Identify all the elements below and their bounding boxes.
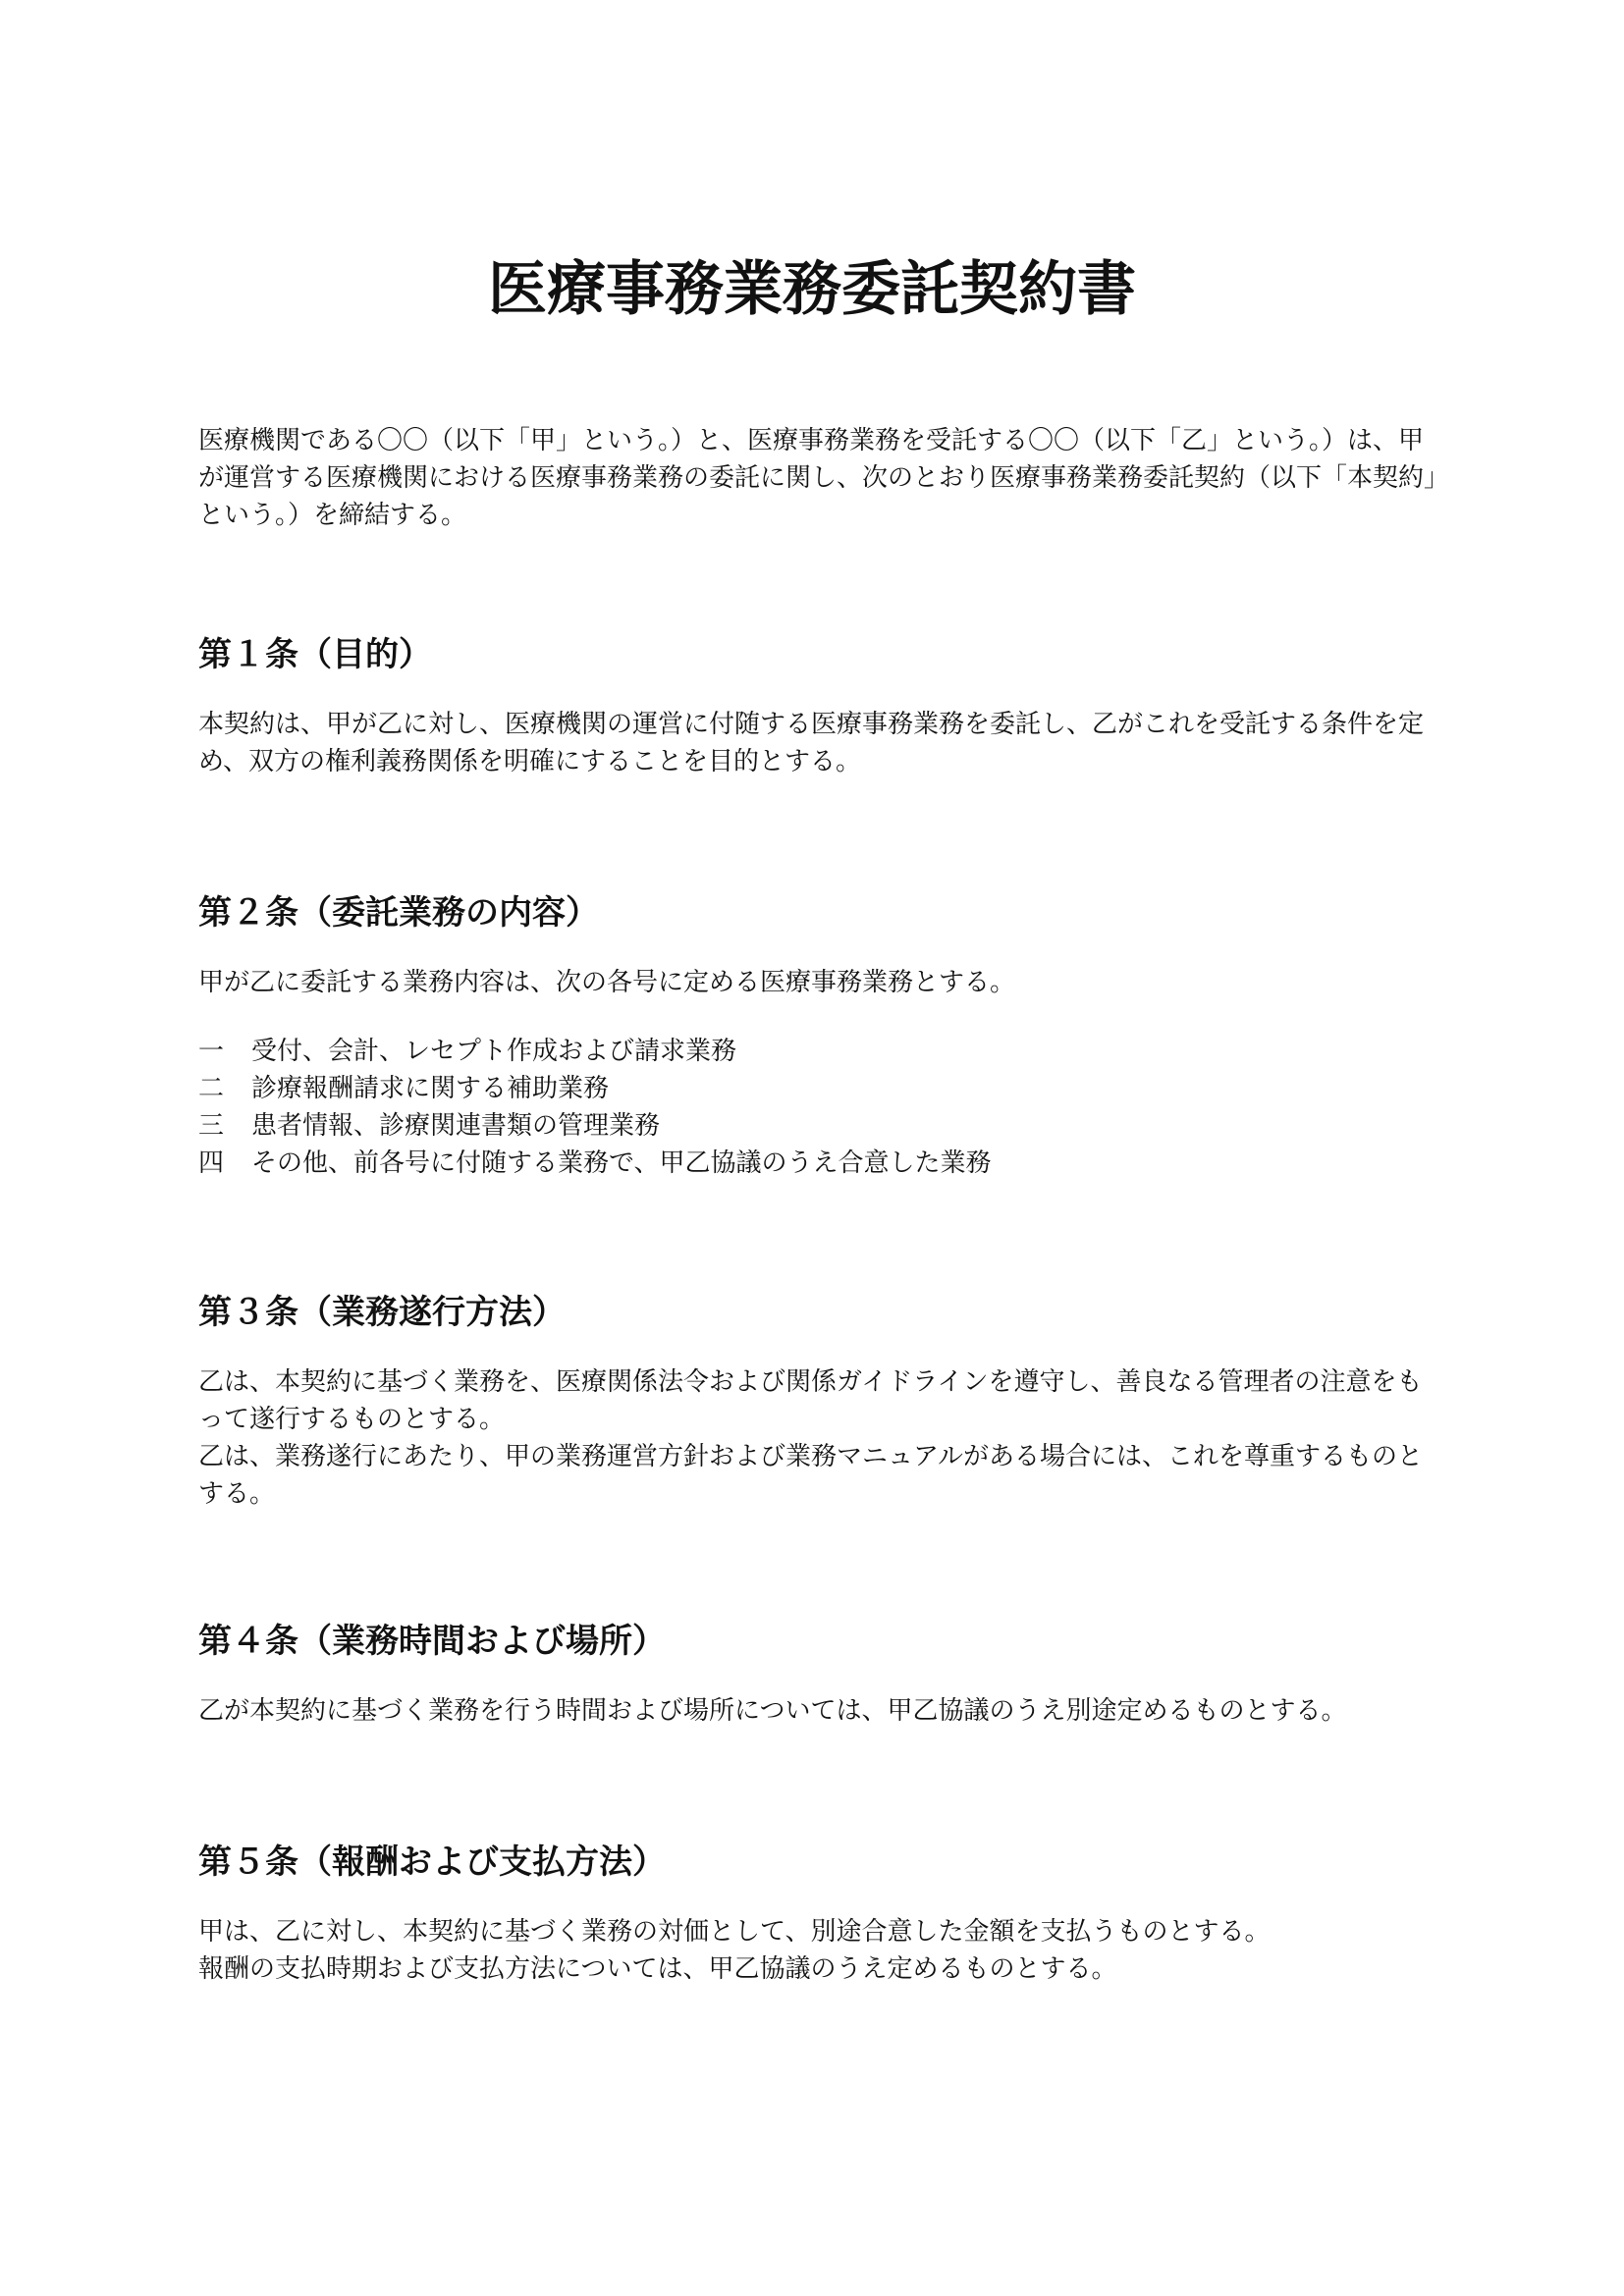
item-text: 受付、会計、レセプト作成および請求業務 <box>251 1037 737 1066</box>
article-5-heading: 第５条（報酬および支払方法） <box>198 1842 666 1882</box>
article-2-body <box>198 964 1445 1182</box>
article-1 <box>198 633 1445 780</box>
article-2-heading: 第２条（委託業務の内容） <box>198 893 599 933</box>
article-3-paragraph-1: 乙は、本契約に基づく業務を、医療関係法令および関係ガイドラインを遵守し、善良なる管理者の注意をもって遂行するものとする。 <box>198 1367 1423 1434</box>
list-item <box>198 1033 1445 1070</box>
item-number: 二 <box>198 1074 225 1103</box>
item-text: その他、前各号に付随する業務で、甲乙協議のうえ合意した業務 <box>251 1148 992 1178</box>
item-text: 患者情報、診療関連書類の管理業務 <box>251 1111 661 1141</box>
article-2-item-list <box>198 1033 1445 1182</box>
article-2-paragraph-1: 甲が乙に委託する業務内容は、次の各号に定める医療事務業務とする。 <box>198 968 1016 997</box>
article-4 <box>198 1620 1445 1730</box>
item-number: 四 <box>198 1148 225 1178</box>
article-4-body <box>198 1692 1445 1730</box>
article-3-heading: 第３条（業務遂行方法） <box>198 1293 566 1332</box>
list-item <box>198 1070 1445 1107</box>
article-3-paragraph-2: 乙は、業務遂行にあたり、甲の業務運営方針および業務マニュアルがある場合には、これを尊重するものとする。 <box>198 1442 1423 1509</box>
article-5 <box>198 1841 1445 1988</box>
article-2 <box>198 891 1445 1182</box>
article-4-heading: 第４条（業務時間および場所） <box>198 1622 666 1661</box>
article-1-heading: 第１条（目的） <box>198 635 432 674</box>
spacer <box>198 1001 1445 1033</box>
item-text: 診療報酬請求に関する補助業務 <box>251 1074 610 1103</box>
article-5-paragraph-1: 甲は、乙に対し、本契約に基づく業務の対価として、別途合意した金額を支払うものとする。 <box>198 1917 1271 1947</box>
article-5-body <box>198 1913 1445 1988</box>
article-3 <box>198 1291 1445 1513</box>
article-3-body <box>198 1363 1445 1513</box>
document-content <box>198 422 1445 1984</box>
article-1-paragraph-1: 本契約は、甲が乙に対し、医療機関の運営に付随する医療事務業務を委託し、乙がこれを受託する条件を定め、双方の権利義務関係を明確にすることを目的とする。 <box>198 710 1425 776</box>
intro-paragraph: 医療機関である〇〇（以下「甲」という。）と、医療事務業務を受託する〇〇（以下「乙」という。）は、甲が運営する医療機関における医療事務業務の委託に関し、次のとおり医療事務業務委託契約（以下「本契約」という。）を締結する。 <box>198 426 1437 530</box>
article-5-paragraph-2: 報酬の支払時期および支払方法については、甲乙協議のうえ定めるものとする。 <box>198 1954 1117 1984</box>
list-item <box>198 1145 1445 1182</box>
document-title: 医療事務業務委託契約書 <box>488 255 1136 324</box>
article-1-body <box>198 706 1445 780</box>
item-number: 一 <box>198 1037 225 1066</box>
list-item <box>198 1107 1445 1145</box>
item-number: 三 <box>198 1111 225 1141</box>
article-4-paragraph-1: 乙が本契約に基づく業務を行う時間および場所については、甲乙協議のうえ別途定めるものとする。 <box>198 1696 1347 1726</box>
